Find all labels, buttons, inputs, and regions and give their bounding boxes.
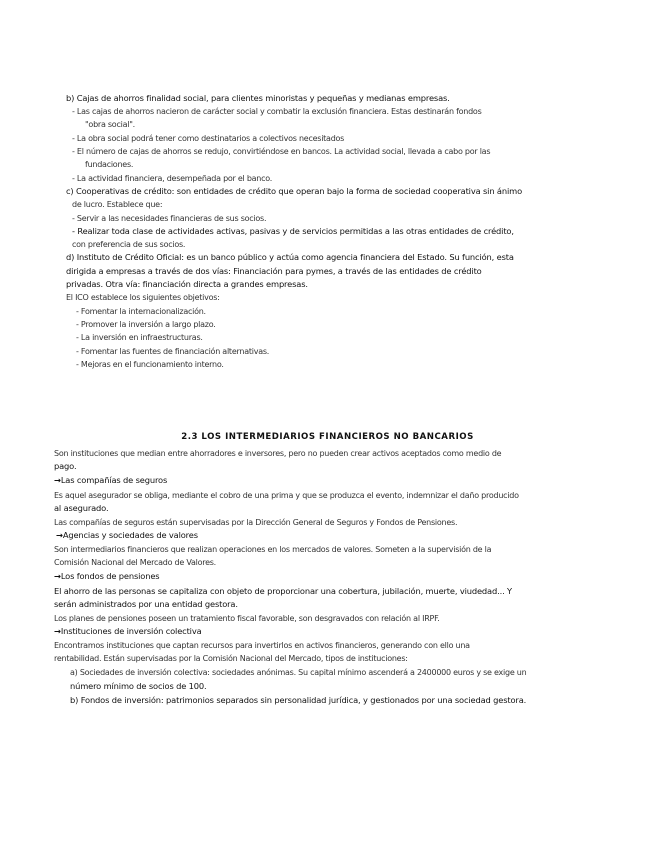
collective-title: Instituciones de inversión colectiva: [60, 626, 202, 636]
cajas-line: "obra social".: [85, 120, 135, 129]
arrow-right-icon: →: [54, 571, 61, 581]
arrow-right-icon: →: [56, 530, 63, 540]
collective-type: a) Sociedades de inversión colectiva: sociedades anónimas. Su capital mínimo ascenderá a 2400000 euros y se exige un: [70, 668, 527, 677]
insurance-subheading: [54, 475, 167, 486]
pensions-subheading: [54, 571, 159, 582]
pensions-title: Los fondos de pensiones: [60, 571, 160, 581]
agencies-line: Son intermediarios financieros que realizan operaciones en los mercados de valores. Someten a la supervisión de la: [54, 545, 492, 554]
insurance-line: Las compañías de seguros están supervisadas por la Dirección General de Seguros y Fondos de Pensiones.: [54, 518, 458, 527]
cajas-line: - La actividad financiera, desempeñada por el banco.: [72, 174, 273, 183]
insurance-title: Las compañías de seguros: [60, 475, 168, 485]
ico-objective: - Fomentar las fuentes de financiación alternativas.: [76, 347, 270, 356]
intro-line: Son instituciones que median entre ahorradores e inversores, pero no pueden crear activos aceptados como medio de: [54, 449, 502, 458]
collective-type: número mínimo de socios de 100.: [70, 681, 207, 691]
intro-line: pago.: [54, 461, 77, 471]
ico-line: El ICO establece los siguientes objetivos:: [66, 293, 220, 302]
cajas-line: - Las cajas de ahorros nacieron de carácter social y combatir la exclusión financiera. Estas destinarán fondos: [72, 107, 482, 116]
collective-type: b) Fondos de inversión: patrimonios separados sin personalidad jurídica, y gestionados por una sociedad gestora.: [70, 695, 527, 705]
agencies-subheading: [56, 530, 198, 541]
ico-line: privadas. Otra vía: financiación directa a grandes empresas.: [66, 279, 308, 289]
cooperativas-line: con preferencia de sus socios.: [72, 240, 186, 249]
ico-objective: - La inversión en infraestructuras.: [76, 333, 203, 342]
cooperativas-line: - Servir a las necesidades financieras de sus socios.: [72, 214, 267, 223]
insurance-line: al asegurado.: [54, 503, 109, 513]
ico-objective: - Fomentar la internacionalización.: [76, 307, 206, 316]
section-title: 2.3 LOS INTERMEDIARIOS FINANCIEROS NO BANCARIOS: [181, 432, 474, 442]
cooperativas-line: de lucro. Establece que:: [72, 200, 163, 209]
ico-objective: - Promover la inversión a largo plazo.: [76, 320, 216, 329]
arrow-right-icon: →: [54, 475, 61, 485]
collective-line: Encontramos instituciones que captan recursos para invertirlos en activos financieros, generando con ello una: [54, 641, 470, 650]
arrow-right-icon: →: [54, 626, 61, 636]
insurance-line: Es aquel asegurador se obliga, mediante el cobro de una prima y que se produzca el evento, indemnizar el daño producido: [54, 491, 519, 500]
cajas-line: - La obra social podrá tener como destinatarios a colectivos necesitados: [72, 134, 345, 143]
pensions-line: Los planes de pensiones poseen un tratamiento fiscal favorable, son desgravados con relación al IRPF.: [54, 614, 440, 623]
cajas-line: fundaciones.: [85, 160, 134, 169]
cajas-heading: b) Cajas de ahorros finalidad social, para clientes minoristas y pequeñas y medianas empresas.: [66, 93, 450, 103]
cooperativas-heading: c) Cooperativas de crédito: son entidades de crédito que operan bajo la forma de sociedad cooperativa sin ánimo: [66, 186, 522, 196]
cajas-line: - El número de cajas de ahorros se redujo, convirtiéndose en bancos. La actividad social, llevada a cabo por las: [72, 147, 491, 156]
ico-line: dirigida a empresas a través de dos vías: Financiación para pymes, a través de las entidades de crédito: [66, 266, 482, 276]
agencies-line: Comisión Nacional del Mercado de Valores.: [54, 558, 216, 567]
pensions-line: El ahorro de las personas se capitaliza con objeto de proporcionar una cobertura, jubilación, muerte, viudedad... Y: [54, 586, 512, 596]
pensions-line: serán administrados por una entidad gestora.: [54, 599, 238, 609]
cooperativas-line: - Realizar toda clase de actividades activas, pasivas y de servicios permitidas a las otras entidades de crédito,: [72, 226, 514, 236]
collective-line: rentabilidad. Están supervisadas por la Comisión Nacional del Mercado, tipos de instituciones:: [54, 654, 408, 663]
ico-objective: - Mejoras en el funcionamiento interno.: [76, 360, 224, 369]
collective-subheading: [54, 626, 202, 637]
ico-heading: d) Instituto de Crédito Oficial: es un banco público y actúa como agencia financiera del Estado. Su función, esta: [66, 252, 514, 262]
agencies-title: Agencias y sociedades de valores: [62, 530, 198, 540]
